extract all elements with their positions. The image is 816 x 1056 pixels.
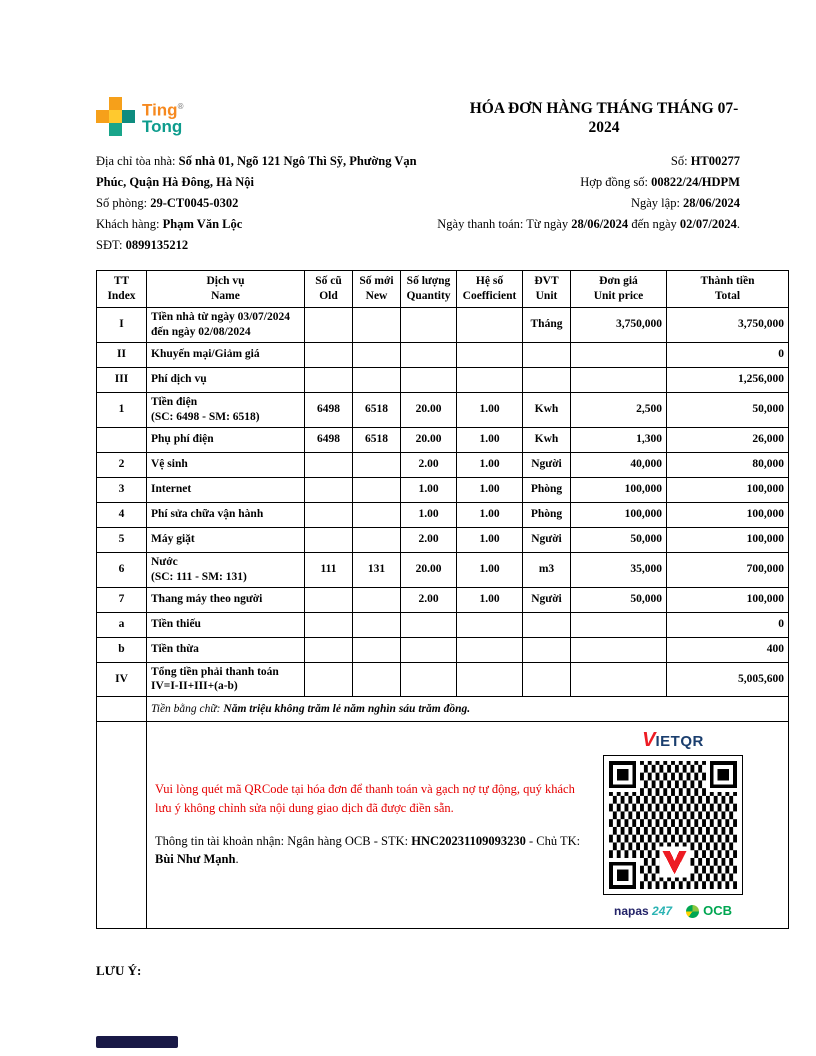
logo-square-left — [96, 110, 109, 123]
row-unit-price: 1,300 — [571, 427, 667, 452]
invoice-number-value: HT00277 — [690, 154, 740, 168]
row-quantity: 20.00 — [401, 427, 457, 452]
row-quantity — [401, 342, 457, 367]
service-name: Nước — [151, 555, 178, 568]
row-unit: Người — [523, 587, 571, 612]
row-quantity — [401, 367, 457, 392]
table-row — [97, 367, 789, 392]
table-row — [97, 342, 789, 367]
table-row — [97, 307, 789, 342]
row-quantity — [401, 662, 457, 697]
row-quantity — [401, 612, 457, 637]
invoice-content — [96, 97, 788, 979]
service-name: Tiền điện — [151, 395, 198, 408]
row-unit-price — [571, 637, 667, 662]
row-unit-price — [571, 342, 667, 367]
logo-square-right — [122, 110, 135, 123]
row-new-reading — [353, 367, 401, 392]
row-old-reading — [305, 342, 353, 367]
row-old-reading — [305, 587, 353, 612]
service-name: Tiền nhà từ ngày 03/07/2024 — [151, 310, 290, 323]
row-unit-price — [571, 367, 667, 392]
table-row — [97, 427, 789, 452]
service-name: Phí sửa chữa vận hành — [151, 508, 264, 521]
row-index: I — [97, 307, 147, 342]
row-index: 3 — [97, 477, 147, 502]
row-total: 100,000 — [667, 502, 789, 527]
row-old-reading: 6498 — [305, 392, 353, 427]
row-index: 4 — [97, 502, 147, 527]
row-index: III — [97, 367, 147, 392]
row-unit — [523, 637, 571, 662]
row-index: 5 — [97, 527, 147, 552]
row-new-reading — [353, 477, 401, 502]
row-unit-price: 50,000 — [571, 587, 667, 612]
tingtong-wordmark — [142, 98, 183, 136]
row-service — [147, 392, 305, 427]
row-index: 2 — [97, 452, 147, 477]
invoice-title: HÓA ĐƠN HÀNG THÁNG THÁNG 07-2024 — [469, 100, 739, 136]
row-unit: Phòng — [523, 502, 571, 527]
amount-in-words-label: Tiền bằng chữ: — [151, 702, 224, 715]
row-service — [147, 342, 305, 367]
service-name: Khuyến mại/Giảm giá — [151, 348, 260, 361]
row-new-reading — [353, 587, 401, 612]
col-header-old: Số cũ Old — [305, 271, 353, 308]
service-name: Máy giặt — [151, 533, 195, 546]
row-unit: m3 — [523, 552, 571, 587]
row-old-reading — [305, 307, 353, 342]
row-unit — [523, 612, 571, 637]
vietqr-v-icon: V — [642, 729, 656, 752]
row-unit — [523, 367, 571, 392]
row-new-reading — [353, 502, 401, 527]
customer-line — [96, 214, 437, 235]
row-coefficient: 1.00 — [457, 502, 523, 527]
row-coefficient — [457, 307, 523, 342]
row-new-reading — [353, 307, 401, 342]
row-old-reading — [305, 527, 353, 552]
payment-brand-logos — [614, 903, 732, 920]
row-total: 100,000 — [667, 477, 789, 502]
row-unit — [523, 342, 571, 367]
row-total: 80,000 — [667, 452, 789, 477]
row-service — [147, 367, 305, 392]
row-unit-price — [571, 612, 667, 637]
invoice-table-body — [97, 307, 789, 928]
customer-label: Khách hàng: — [96, 217, 163, 231]
issue-date-label: Ngày lập: — [630, 196, 684, 210]
bottom-note: LƯU Ý: — [96, 963, 142, 979]
account-prefix: Thông tin tài khoản nhận: Ngân hàng OCB - STK: — [155, 833, 412, 848]
phone-line — [96, 235, 437, 256]
words-row-index-cell — [97, 697, 147, 722]
row-index: 6 — [97, 552, 147, 587]
contract-value: 00822/24/HDPM — [651, 175, 740, 189]
amount-in-words-cell — [147, 697, 789, 722]
phone-label: SĐT: — [96, 238, 126, 252]
row-coefficient: 1.00 — [457, 587, 523, 612]
row-index: b — [97, 637, 147, 662]
row-new-reading: 6518 — [353, 427, 401, 452]
row-new-reading — [353, 452, 401, 477]
table-row — [97, 527, 789, 552]
payment-period-mid: đến ngày — [628, 217, 680, 231]
row-old-reading — [305, 662, 353, 697]
row-index: 1 — [97, 392, 147, 427]
payment-to-date: 02/07/2024 — [679, 217, 737, 231]
qr-block — [594, 730, 752, 920]
table-row — [97, 552, 789, 587]
customer-value: Phạm Văn Lộc — [162, 217, 243, 231]
row-total: 100,000 — [667, 527, 789, 552]
col-header-index: TT Index — [97, 271, 147, 308]
row-coefficient — [457, 342, 523, 367]
row-service — [147, 587, 305, 612]
invoice-header — [96, 97, 740, 137]
row-old-reading — [305, 637, 353, 662]
logo-square-top — [109, 97, 122, 110]
service-name: Vệ sinh — [151, 458, 188, 471]
row-unit: Tháng — [523, 307, 571, 342]
table-row — [97, 587, 789, 612]
row-coefficient — [457, 662, 523, 697]
phone-value: 0899135212 — [125, 238, 189, 252]
col-header-unit-price: Đơn giá Unit price — [571, 271, 667, 308]
amount-in-words-row — [97, 697, 789, 722]
issue-date-value: 28/06/2024 — [683, 196, 740, 210]
row-coefficient: 1.00 — [457, 427, 523, 452]
invoice-info-left — [96, 151, 437, 256]
building-address-line — [96, 151, 437, 193]
row-coefficient — [457, 367, 523, 392]
row-coefficient — [457, 612, 523, 637]
qr-footer-inner — [151, 724, 784, 926]
row-unit-price: 100,000 — [571, 477, 667, 502]
qr-footer-cell — [147, 722, 789, 929]
row-unit-price: 2,500 — [571, 392, 667, 427]
invoice-info-right — [437, 151, 740, 256]
row-unit-price — [571, 662, 667, 697]
row-old-reading — [305, 477, 353, 502]
row-unit-price: 3,750,000 — [571, 307, 667, 342]
row-total: 700,000 — [667, 552, 789, 587]
row-new-reading — [353, 637, 401, 662]
service-name: Phí dịch vụ — [151, 373, 207, 386]
row-total: 0 — [667, 612, 789, 637]
row-new-reading: 6518 — [353, 392, 401, 427]
row-total: 5,005,600 — [667, 662, 789, 697]
qr-code-icon — [609, 761, 737, 889]
row-coefficient: 1.00 — [457, 392, 523, 427]
address-value: Số nhà 01, Ngõ 121 Ngô Thì Sỹ, Phường Vạn Phúc, Quận Hà Đông, Hà Nội — [96, 154, 417, 189]
row-unit-price: 40,000 — [571, 452, 667, 477]
invoice-info — [96, 151, 740, 256]
row-service — [147, 502, 305, 527]
table-row — [97, 452, 789, 477]
row-service — [147, 307, 305, 342]
row-unit: Phòng — [523, 477, 571, 502]
service-name-line2: (SC: 6498 - SM: 6518) — [151, 410, 260, 423]
row-new-reading — [353, 612, 401, 637]
col-header-unit: ĐVT Unit — [523, 271, 571, 308]
service-name: Phụ phí điện — [151, 433, 214, 446]
qr-footer-row — [97, 722, 789, 929]
account-number: HNC20231109093230 — [411, 833, 526, 848]
logo-text-tong: Tong — [142, 117, 183, 137]
ocb-logo — [686, 903, 732, 920]
row-coefficient: 1.00 — [457, 527, 523, 552]
row-service — [147, 552, 305, 587]
service-name: Thang máy theo người — [151, 593, 263, 606]
payment-period-label: Ngày thanh toán: Từ ngày — [437, 217, 572, 231]
page-footer-mark — [96, 1036, 178, 1048]
account-mid: - Chủ TK: — [525, 833, 581, 848]
row-quantity: 2.00 — [401, 527, 457, 552]
ocb-circle-icon — [686, 905, 699, 918]
row-old-reading: 6498 — [305, 427, 353, 452]
table-row — [97, 477, 789, 502]
payment-period-end: . — [736, 217, 740, 231]
row-coefficient: 1.00 — [457, 552, 523, 587]
row-service — [147, 477, 305, 502]
service-name: Tiền thừa — [151, 643, 199, 656]
service-name: Tiền thiếu — [151, 618, 201, 631]
qr-footer-index-cell — [97, 722, 147, 929]
row-total: 100,000 — [667, 587, 789, 612]
table-row — [97, 502, 789, 527]
row-unit — [523, 662, 571, 697]
invoice-number-line — [437, 151, 740, 172]
row-unit: Kwh — [523, 392, 571, 427]
logo-text-ting: Ting — [142, 100, 178, 120]
row-new-reading: 131 — [353, 552, 401, 587]
row-service — [147, 452, 305, 477]
row-coefficient: 1.00 — [457, 452, 523, 477]
issue-date-line — [437, 193, 740, 214]
logo-square-bottom — [109, 123, 122, 136]
row-coefficient: 1.00 — [457, 477, 523, 502]
row-service — [147, 637, 305, 662]
service-name-line2: (SC: 111 - SM: 131) — [151, 570, 247, 583]
account-holder: Bùi Như Mạnh — [155, 851, 236, 866]
row-unit: Kwh — [523, 427, 571, 452]
row-unit: Người — [523, 527, 571, 552]
row-total: 0 — [667, 342, 789, 367]
table-row — [97, 392, 789, 427]
row-new-reading — [353, 527, 401, 552]
tingtong-logo — [96, 97, 183, 136]
invoice-number-label: Số: — [670, 154, 691, 168]
payment-period-line — [437, 214, 740, 235]
row-quantity — [401, 307, 457, 342]
row-service — [147, 662, 305, 697]
logo-square-center — [109, 110, 122, 123]
table-header-row — [97, 271, 789, 308]
col-header-new: Số mới New — [353, 271, 401, 308]
row-quantity: 1.00 — [401, 502, 457, 527]
invoice-table — [96, 270, 789, 929]
account-info-line — [155, 832, 587, 868]
account-end: . — [235, 851, 239, 866]
row-coefficient — [457, 637, 523, 662]
row-old-reading — [305, 502, 353, 527]
payment-note-block — [155, 730, 587, 868]
tingtong-plus-icon — [96, 97, 135, 136]
row-service — [147, 527, 305, 552]
col-header-coefficient: Hệ số Coefficient — [457, 271, 523, 308]
row-index: 7 — [97, 587, 147, 612]
row-quantity: 2.00 — [401, 452, 457, 477]
napas-247-text: 247 — [652, 904, 673, 919]
vietqr-logo — [642, 730, 704, 753]
qr-code-frame — [603, 755, 743, 895]
row-quantity: 2.00 — [401, 587, 457, 612]
service-name-line2: đến ngày 02/08/2024 — [151, 325, 251, 338]
service-name: Internet — [151, 483, 192, 496]
contract-label: Hợp đồng số: — [580, 175, 652, 189]
col-header-service: Dịch vụ Name — [147, 271, 305, 308]
row-service — [147, 612, 305, 637]
row-quantity: 20.00 — [401, 392, 457, 427]
row-unit-price: 50,000 — [571, 527, 667, 552]
amount-in-words-value: Năm triệu không trăm lẻ năm nghìn sáu trăm đồng. — [223, 702, 471, 715]
table-row — [97, 612, 789, 637]
col-header-quantity: Số lượng Quantity — [401, 271, 457, 308]
table-row — [97, 662, 789, 697]
row-total: 1,256,000 — [667, 367, 789, 392]
service-name: Tổng tiền phải thanh toán — [151, 665, 279, 678]
row-new-reading — [353, 342, 401, 367]
row-total: 400 — [667, 637, 789, 662]
payment-from-date: 28/06/2024 — [571, 217, 629, 231]
row-old-reading: 111 — [305, 552, 353, 587]
registered-mark: ® — [177, 101, 184, 111]
row-service — [147, 427, 305, 452]
row-unit-price: 100,000 — [571, 502, 667, 527]
room-number-line — [96, 193, 437, 214]
row-unit-price: 35,000 — [571, 552, 667, 587]
row-old-reading — [305, 612, 353, 637]
row-index — [97, 427, 147, 452]
row-unit: Người — [523, 452, 571, 477]
service-name-line2: IV=I-II+III+(a-b) — [151, 680, 238, 693]
row-new-reading — [353, 662, 401, 697]
row-old-reading — [305, 367, 353, 392]
table-row — [97, 637, 789, 662]
napas-logo: napas 247 — [614, 904, 673, 919]
col-header-total: Thành tiền Total — [667, 271, 789, 308]
row-total: 50,000 — [667, 392, 789, 427]
row-index: II — [97, 342, 147, 367]
qr-payment-note: Vui lòng quét mã QRCode tại hóa đơn để thanh toán và gạch nợ tự động, quý khách lưu ý không chỉnh sửa nội dung giao dịch đã được điền sẵn. — [155, 782, 575, 815]
room-label: Số phòng: — [96, 196, 151, 210]
row-total: 3,750,000 — [667, 307, 789, 342]
row-quantity — [401, 637, 457, 662]
row-quantity: 20.00 — [401, 552, 457, 587]
room-value: 29-CT0045-0302 — [150, 196, 239, 210]
contract-number-line — [437, 172, 740, 193]
row-quantity: 1.00 — [401, 477, 457, 502]
ocb-wordmark: OCB — [703, 903, 732, 919]
row-old-reading — [305, 452, 353, 477]
row-index: a — [97, 612, 147, 637]
row-index: IV — [97, 662, 147, 697]
row-total: 26,000 — [667, 427, 789, 452]
address-label: Địa chỉ tòa nhà: — [96, 154, 179, 168]
vietqr-wordmark: IETQR — [655, 733, 704, 751]
